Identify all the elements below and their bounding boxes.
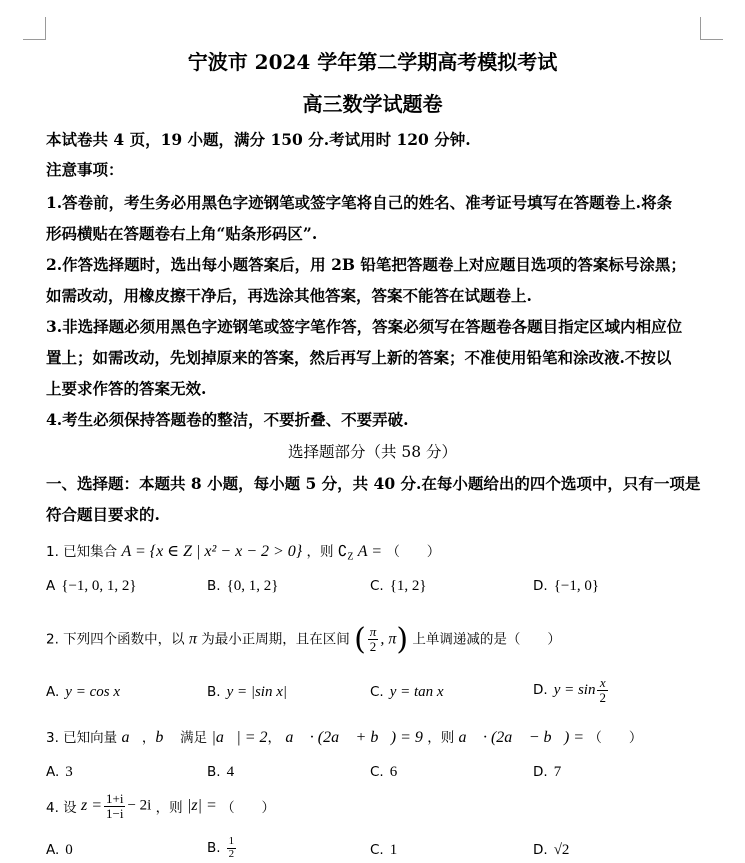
- question-text: 4. 设: [46, 800, 77, 817]
- option-b: B. y = |sin x|: [207, 684, 288, 700]
- math-expression: |a⃗| = 2: [211, 729, 268, 746]
- math-expression: |z| =: [186, 797, 217, 815]
- option-a: A. y = cos x: [46, 684, 120, 700]
- question-3: 3. 已知向量 a⃗，b⃗ 满足 |a⃗| = 2， a⃗ · (2a⃗ + b⃗) = 9 ，则 a⃗ · (2a⃗ − b⃗) = （ ）: [46, 729, 643, 746]
- note-line: 形码横贴在答题卷右上角“贴条形码区”.: [46, 224, 318, 243]
- exam-intro: 本试卷共 4 页，19 小题，满分 150 分.考试用时 120 分钟.: [46, 130, 471, 149]
- vector-a: a⃗: [121, 729, 142, 746]
- option-b: B. 4: [207, 764, 235, 780]
- option-b: B. {0, 1, 2}: [207, 578, 279, 594]
- answer-blank: （ ）: [221, 800, 276, 817]
- math-expression: , π: [380, 630, 397, 648]
- note-line: 置上；如需改动，先划掉原来的答案，然后再写上新的答案；不准使用铅笔和涂改液.不按以: [46, 348, 672, 367]
- option-d: D. {−1, 0}: [533, 578, 600, 594]
- exam-subtitle: 高三数学试题卷: [302, 92, 443, 116]
- note-line: 1.答卷前，考生务必用黑色字迹钢笔或签字笔将自己的姓名、准考证号填写在答题卷上.将条: [46, 193, 673, 212]
- section-heading: 选择题部分（共 58 分）: [287, 443, 458, 461]
- option-a: A {−1, 0, 1, 2}: [46, 578, 137, 594]
- math-expression: − 2i: [127, 797, 152, 814]
- option-d: D. y = sin $\frac{x}{2}$: [533, 675, 606, 705]
- vector-b: b⃗: [155, 729, 176, 746]
- answer-blank: （ ）: [588, 730, 643, 746]
- math-expression: a⃗ · (2a⃗ + b⃗) = 9: [285, 729, 423, 746]
- notes-heading: 注意事项：: [46, 160, 124, 179]
- option-c: C. 1: [370, 842, 398, 858]
- note-line: 如需改动，用橡皮擦干净后，再选涂其他答案，答案不能答在试题卷上.: [46, 286, 532, 305]
- option-b: B. $\frac{1}{2}$: [207, 835, 235, 860]
- question-text: ，则: [306, 544, 334, 560]
- option-c: C. {1, 2}: [370, 578, 427, 594]
- note-line: 2.作答选择题时，选出每小题答案后，用 2B 铅笔把答题卷上对应题目选项的答案标号涂黑；: [46, 255, 686, 274]
- question-4: [46, 792, 275, 820]
- option-d: D. √2: [533, 842, 570, 858]
- answer-blank: （ ）: [386, 544, 441, 560]
- math-expression: π: [188, 630, 197, 648]
- question-1: [46, 540, 440, 563]
- question-text: 上单调递减的是（ ）: [412, 631, 561, 648]
- option-c: C. 6: [370, 764, 398, 780]
- question-text: 1. 已知集合: [46, 544, 118, 560]
- note-line: 上要求作答的答案无效.: [46, 379, 207, 398]
- question-text: 2. 下列四个函数中，以: [46, 631, 185, 648]
- math-expression: A =: [357, 543, 383, 560]
- complement-subscript: Z: [347, 551, 354, 563]
- math-expression: z =: [80, 797, 102, 815]
- corner-mark-top-left: [23, 17, 46, 40]
- option-c: C. y = tan x: [370, 684, 444, 700]
- complement-symbol: ∁: [337, 544, 348, 560]
- question-2: 2. 下列四个函数中，以 π 为最小正周期，且在区间 ( $\frac{\pi}{2}$ , π) 上单调递减的是（ ）: [46, 622, 561, 657]
- question-text: 满足: [180, 730, 208, 746]
- option-a: A. 0: [46, 842, 73, 858]
- question-text: ，则: [427, 730, 455, 746]
- part-instruction: 符合题目要求的.: [46, 505, 160, 524]
- question-text: 为最小正周期，且在区间: [201, 631, 350, 648]
- corner-mark-top-right: [700, 17, 723, 40]
- interval-fraction: $\frac{\pi}{2}$: [369, 624, 377, 654]
- exam-title: 宁波市 2024 学年第二学期高考模拟考试: [187, 50, 558, 74]
- note-line: 4.考生必须保持答题卷的整洁，不要折叠、不要弄破.: [46, 410, 409, 429]
- complex-fraction: $\frac{1+i}{1-i}$: [106, 791, 124, 821]
- math-expression: a⃗ · (2a⃗ − b⃗) =: [458, 729, 585, 746]
- math-expression: A = {x ∈ Z | x² − x − 2 > 0}: [121, 543, 303, 560]
- question-text: ，则: [155, 800, 183, 817]
- part-instruction: 一、选择题：本题共 8 小题，每小题 5 分，共 40 分.在每小题给出的四个选项中，只有一项是: [46, 474, 701, 493]
- note-line: 3.非选择题必须用黑色字迹钢笔或签字笔作答，答案必须写在答题卷各题目指定区域内相应位: [46, 317, 683, 336]
- question-text: 3. 已知向量: [46, 730, 118, 746]
- option-a: A. 3: [46, 764, 73, 780]
- option-d: D. 7: [533, 764, 562, 780]
